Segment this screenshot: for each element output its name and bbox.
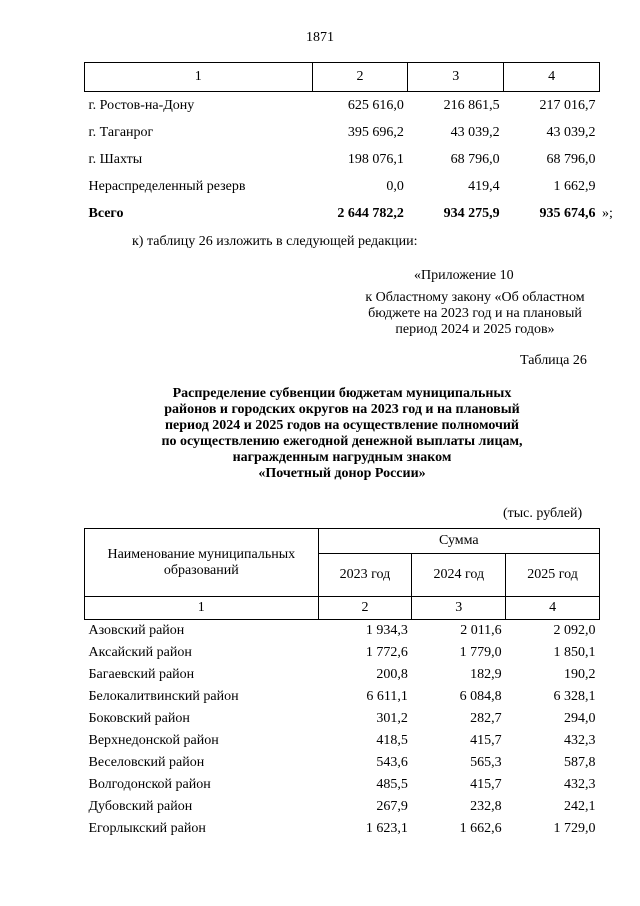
- header-line: Наименование муниципальных: [107, 546, 296, 562]
- value-2023: 198 076,1: [347, 151, 404, 167]
- header-cell: 2: [312, 63, 408, 92]
- municipality-name: Дубовский район: [88, 799, 193, 814]
- value-2025: 1 729,0: [553, 821, 596, 836]
- municipality-name: Аксайский район: [88, 645, 192, 660]
- closing-quote-suffix: »;: [602, 206, 613, 221]
- column-header-year: 2024 год: [412, 554, 506, 597]
- municipality-name: Белокалитвинский район: [88, 689, 239, 704]
- value-2024: 415,7: [470, 733, 502, 748]
- total-row: [85, 200, 600, 227]
- value-2025: 242,1: [564, 799, 596, 814]
- value-2025: 294,0: [564, 711, 596, 726]
- value-2024: 1 779,0: [459, 645, 502, 660]
- municipality-name: г. Шахты: [88, 151, 143, 167]
- total-label: Всего: [88, 205, 124, 221]
- table-row: [85, 620, 600, 643]
- table-label: Таблица 26: [520, 353, 587, 368]
- value-2024: 565,3: [470, 755, 502, 770]
- municipality-name: Егорлыкский район: [88, 821, 206, 836]
- appendix-line: к Областному закону «Об областном: [365, 290, 585, 305]
- table-row: [85, 818, 600, 840]
- value-2024: 415,7: [470, 777, 502, 792]
- table-row: [85, 774, 600, 796]
- total-2024: 934 275,9: [443, 205, 500, 221]
- value-2023: 543,6: [376, 755, 408, 770]
- value-2024: 68 796,0: [450, 151, 500, 167]
- table-row: [85, 146, 600, 173]
- table-row: [85, 796, 600, 818]
- value-2023: 6 611,1: [366, 689, 408, 704]
- page-number: 1871: [306, 30, 334, 45]
- value-2024: 419,4: [468, 178, 500, 194]
- municipality-name: Нераспределенный резерв: [88, 178, 246, 194]
- column-header-year: 2023 год: [318, 554, 412, 597]
- total-2025: 935 674,6: [539, 205, 596, 221]
- value-2023: 395 696,2: [347, 124, 404, 140]
- value-2025: 6 328,1: [553, 689, 596, 704]
- value-2025: 587,8: [564, 755, 596, 770]
- appendix-line: период 2024 и 2025 годов»: [395, 322, 555, 337]
- column-number: 3: [412, 597, 506, 620]
- value-2023: 1 934,3: [365, 623, 408, 638]
- column-header-municipality: [85, 529, 319, 597]
- value-2023: 0,0: [386, 178, 404, 194]
- table-header-row: [85, 63, 600, 92]
- municipality-name: г. Таганрог: [88, 124, 154, 140]
- value-2025: 68 796,0: [546, 151, 596, 167]
- table-row: [85, 642, 600, 664]
- municipality-name: Азовский район: [88, 623, 185, 638]
- heading-line: Распределение субвенции бюджетам муниципальных: [172, 386, 512, 401]
- value-2023: 1 772,6: [365, 645, 408, 660]
- value-2024: 282,7: [470, 711, 502, 726]
- municipality-name: Волгодонской район: [88, 777, 211, 792]
- value-2025: 432,3: [564, 733, 596, 748]
- header-cell: 1: [85, 63, 313, 92]
- value-2024: 1 662,6: [459, 821, 502, 836]
- header-cell: 3: [408, 63, 504, 92]
- header-cell: 4: [504, 63, 600, 92]
- table-row: [85, 173, 600, 200]
- units-note: (тыс. рублей): [503, 506, 583, 521]
- column-number-row: [85, 597, 600, 620]
- value-2024: 6 084,8: [459, 689, 502, 704]
- municipality-name: Багаевский район: [88, 667, 195, 682]
- header-line: образований: [163, 562, 239, 578]
- value-2024: 43 039,2: [450, 124, 500, 140]
- column-header-year: 2025 год: [506, 554, 600, 597]
- table-row: [85, 752, 600, 774]
- value-2023: 625 616,0: [347, 97, 404, 113]
- value-2025: 217 016,7: [539, 97, 596, 113]
- table-row: [85, 664, 600, 686]
- value-2023: 200,8: [376, 667, 408, 682]
- value-2025: 2 092,0: [553, 623, 596, 638]
- municipality-name: Боковский район: [88, 711, 190, 726]
- column-number: 4: [506, 597, 600, 620]
- amendment-instruction: к) таблицу 26 изложить в следующей редакции:: [132, 234, 418, 249]
- heading-line: по осуществлению ежегодной денежной выплаты лицам,: [161, 434, 523, 449]
- value-2023: 485,5: [376, 777, 408, 792]
- municipality-name: г. Ростов-на-Дону: [88, 97, 195, 113]
- column-number: 2: [318, 597, 412, 620]
- value-2023: 1 623,1: [365, 821, 408, 836]
- table-row: [85, 119, 600, 146]
- heading-line: период 2024 и 2025 годов на осуществление полномочий: [164, 418, 519, 433]
- value-2023: 267,9: [376, 799, 408, 814]
- subvention-table: [84, 528, 600, 840]
- value-2025: 190,2: [564, 667, 596, 682]
- value-2024: 182,9: [470, 667, 502, 682]
- appendix-line: бюджете на 2023 год и на плановый: [368, 306, 582, 321]
- value-2024: 2 011,6: [460, 623, 502, 638]
- table-row: [85, 708, 600, 730]
- table-row: [85, 92, 600, 120]
- heading-line: районов и городских округов на 2023 год и на плановый: [164, 402, 520, 417]
- value-2025: 43 039,2: [546, 124, 596, 140]
- value-2025: 1 662,9: [553, 178, 596, 194]
- municipality-name: Верхнедонской район: [88, 733, 219, 748]
- appendix-reference: [320, 290, 630, 338]
- heading-line: «Почетный донор России»: [258, 466, 426, 481]
- municipality-name: Веселовский район: [88, 755, 205, 770]
- table-heading: [0, 386, 640, 482]
- value-2024: 232,8: [470, 799, 502, 814]
- appendix-title: «Приложение 10: [414, 268, 514, 283]
- value-2023: 301,2: [376, 711, 408, 726]
- value-2023: 418,5: [376, 733, 408, 748]
- value-2025: 432,3: [564, 777, 596, 792]
- total-2023: 2 644 782,2: [337, 205, 404, 221]
- value-2024: 216 861,5: [443, 97, 500, 113]
- table-row: [85, 730, 600, 752]
- heading-line: награжденным нагрудным знаком: [232, 450, 452, 465]
- column-header-sum: Сумма: [318, 529, 599, 554]
- budget-table-continuation: [84, 62, 600, 227]
- column-number: 1: [85, 597, 319, 620]
- table-row: [85, 686, 600, 708]
- value-2025: 1 850,1: [553, 645, 596, 660]
- table-header-row: [85, 529, 600, 554]
